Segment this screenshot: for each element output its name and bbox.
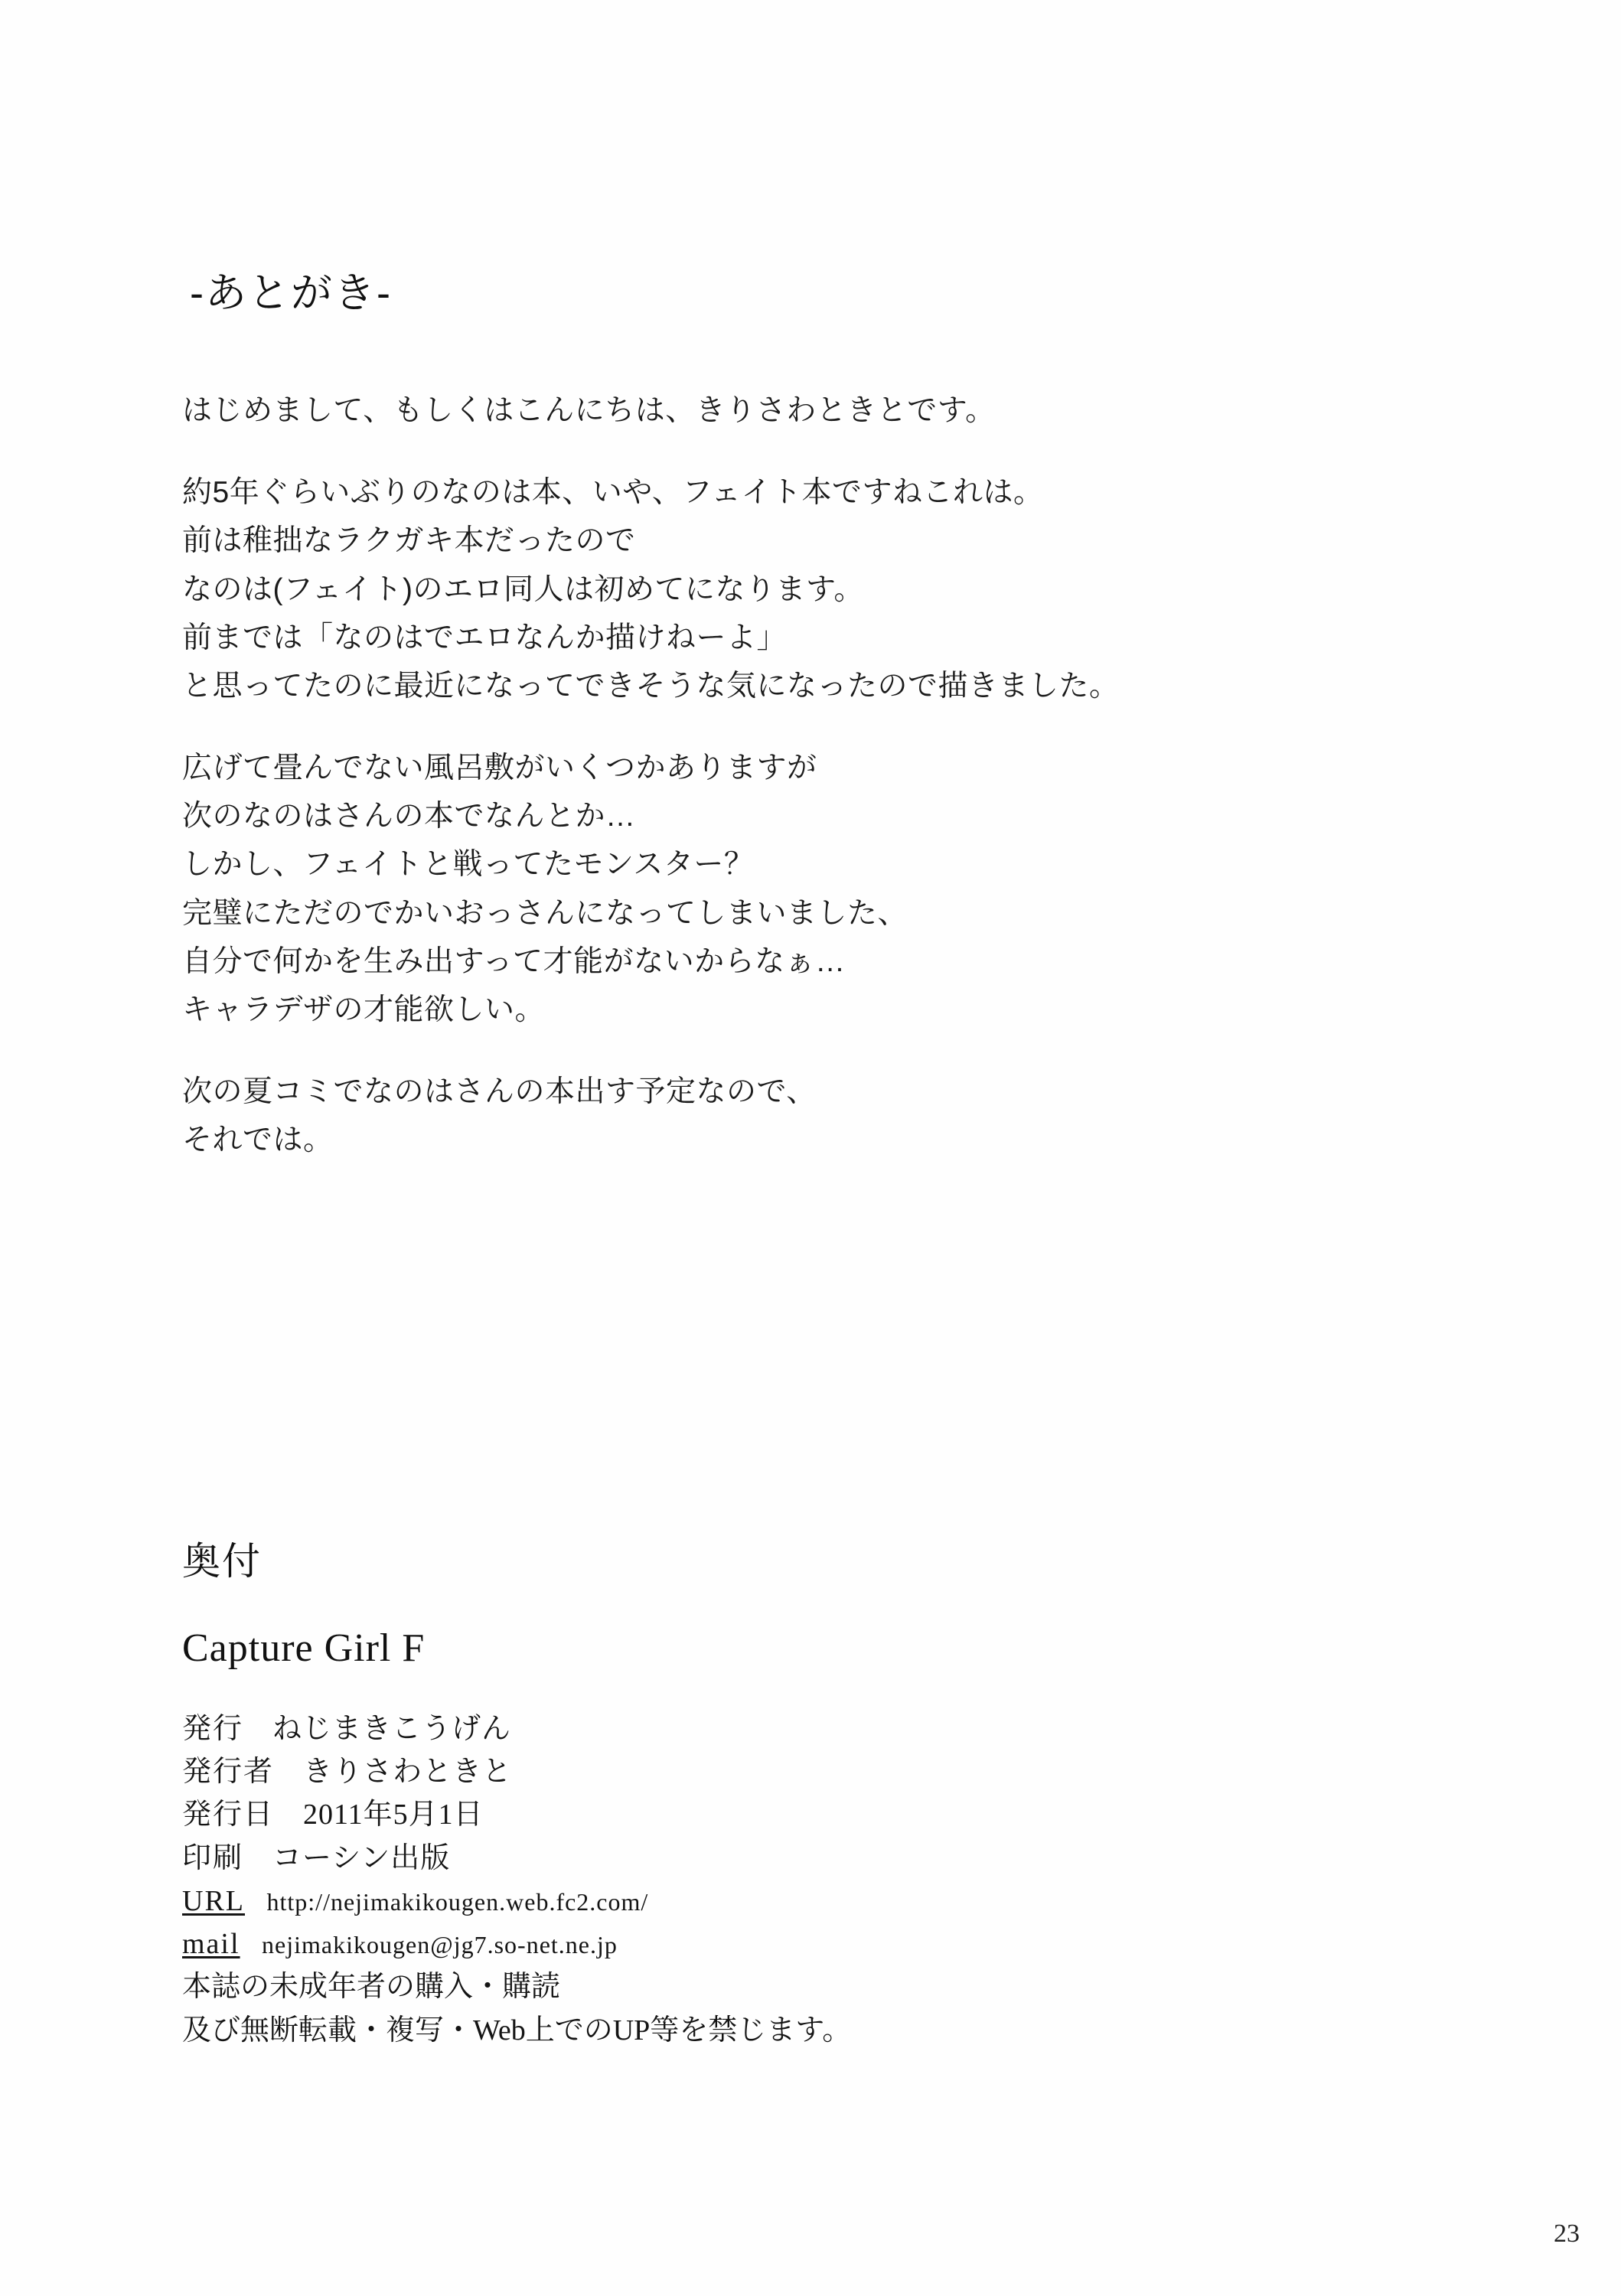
afterword-line: 広げて畳んでない風呂敷がいくつかありますが [182,752,817,785]
colophon-notice: 本誌の未成年者の購入・購読 [182,1971,561,2004]
colophon-value: ねじまきこうげん [272,1713,512,1745]
colophon-entry-mail [182,1923,1254,1965]
afterword-line: それでは。 [182,1124,334,1157]
afterword-line: はじめまして、もしくはこんにちは、きりさわときとです。 [182,394,996,427]
colophon-heading: 奥付 [182,1540,262,1583]
colophon-entries [182,1707,1254,2052]
afterword-line: と思ってたのに最近になってできそうな気になったので描きました。 [182,669,1120,703]
colophon-entry-publisher [182,1707,1254,1750]
afterword-paragraph [182,468,1330,710]
colophon-value: きりさわときと [303,1756,513,1789]
colophon-label: 発行日 [182,1799,275,1831]
afterword-paragraph [182,744,1330,1034]
afterword-body [182,386,1330,1164]
email-value[interactable]: nejimakikougen@jg7.so-net.ne.jp [262,1931,618,1959]
url-value[interactable]: http://nejimakikougen.web.fc2.com/ [266,1887,649,1916]
afterword-line: なのは(フェイト)のエロ同人は初めてになります。 [182,572,864,606]
afterword-line: 次のなのはさんの本でなんとか… [182,800,636,833]
colophon-entry-url [182,1880,1254,1923]
work-title: Capture Girl F [182,1626,426,1670]
colophon-label: mail [182,1928,240,1961]
afterword-line: 前は稚拙なラクガキ本だったので [182,524,636,558]
colophon-label: URL [182,1884,245,1917]
colophon-label: 発行者 [182,1756,275,1789]
afterword-heading: -あとがき- [190,270,392,316]
afterword-line: しかし、フェイトと戦ってたモンスター？ [182,848,755,882]
afterword-line: 約5年ぐらいぶりのなのは本、いや、フェイト本ですねこれは。 [182,476,1044,510]
colophon-entry-printer [182,1837,1254,1880]
colophon-entry-author [182,1750,1254,1793]
afterword-line: 完璧にただのでかいおっさんになってしまいました、 [182,896,908,930]
colophon-block [182,1531,1254,2052]
colophon-label: 印刷 [182,1841,244,1874]
page-number: 23 [1554,2219,1580,2248]
colophon-entry-date [182,1793,1254,1836]
afterword-paragraph [182,1068,1330,1164]
afterword-line: キャラデザの才能欲しい。 [182,993,546,1026]
afterword-line: 次の夏コミでなのはさんの本出す予定なので、 [182,1075,817,1109]
afterword-line: 自分で何かを生み出すって才能がないからなぁ… [182,944,846,978]
colophon-value: 2011年5月1日 [303,1799,484,1831]
afterword-paragraph [182,386,1330,435]
colophon-value: コーシン出版 [272,1841,451,1874]
afterword-line: 前までは「なのはでエロなんか描けねーよ」 [182,621,788,654]
colophon-label: 発行 [182,1713,244,1745]
colophon-notice: 及び無断転載・複写・Web上でのUP等を禁じます。 [182,2014,852,2047]
